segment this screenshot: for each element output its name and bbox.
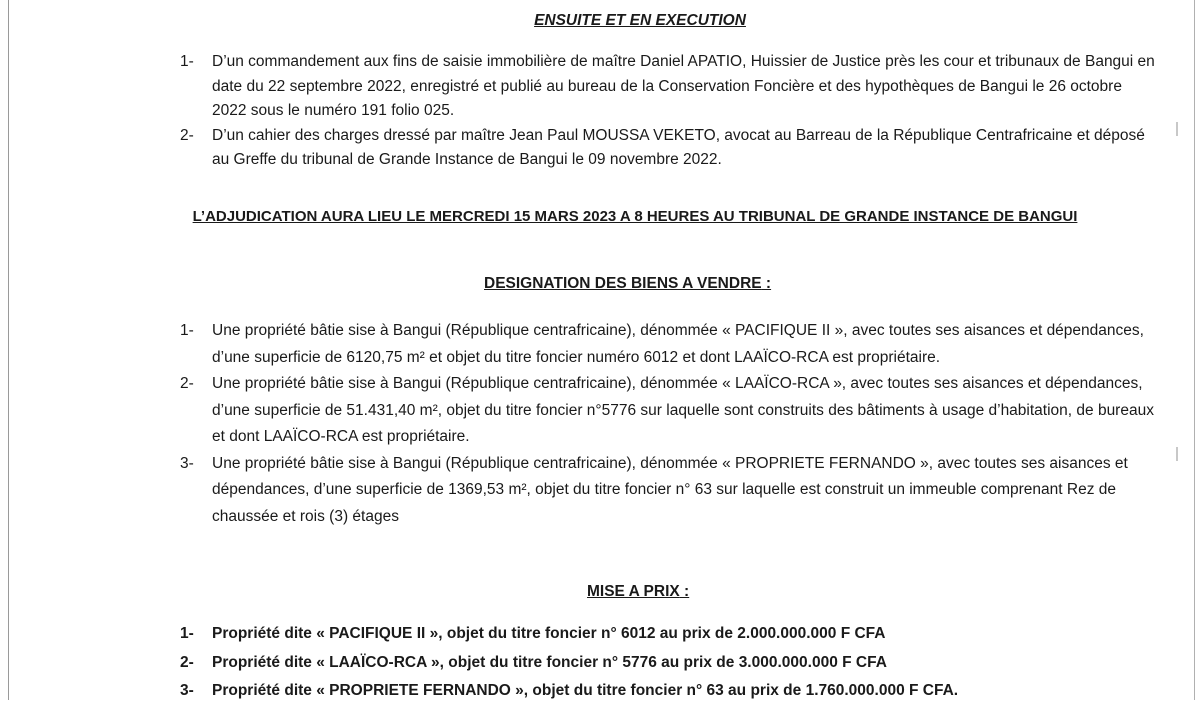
item-text: D’un cahier des charges dressé par maître Jean Paul MOUSSA VEKETO, avocat au Barreau de la République Centrafricaine et déposé au Greffe du tribunal de Grande Instance de Bangui le 09 novembre 2022. xyxy=(212,126,1145,168)
margin-mark xyxy=(1176,122,1178,136)
bien-item xyxy=(180,318,1155,371)
item-text: Propriété dite « LAAÏCO-RCA », objet du titre foncier n° 5776 au prix de 3.000.000.000 F CFA xyxy=(212,653,887,671)
heading-designation-text: DESIGNATION DES BIENS A VENDRE xyxy=(484,275,762,292)
bien-item xyxy=(180,371,1155,451)
heading-designation xyxy=(484,271,771,297)
heading-colon: : xyxy=(761,275,772,292)
item-number: 3- xyxy=(180,454,194,472)
heading-mise-a-prix-text: MISE A PRIX xyxy=(587,583,680,600)
margin-mark xyxy=(1176,447,1178,461)
item-number: 2- xyxy=(180,126,194,144)
prix-list xyxy=(180,620,1155,706)
item-number: 1- xyxy=(180,53,194,70)
prix-item xyxy=(180,649,1155,678)
biens-list xyxy=(180,318,1155,530)
page-right-border xyxy=(1194,0,1195,700)
prix-item xyxy=(180,620,1155,649)
item-number: 2- xyxy=(180,653,194,671)
execution-item xyxy=(180,124,1155,173)
item-text: Propriété dite « PACIFIQUE II », objet du titre foncier n° 6012 au prix de 2.000.000.000 F CFA xyxy=(212,625,886,642)
item-text: Une propriété bâtie sise à Bangui (République centrafricaine), dénommée « PROPRIETE FERNANDO », avec toutes ses aisances et dépendances, d’une superficie de 1369,53 m², objet du titre foncier n° 63 sur laquelle est construit un immeuble comprenant Rez de chaussée et rois (3) étages xyxy=(212,454,1128,525)
item-number: 1- xyxy=(180,625,194,642)
item-text: Une propriété bâtie sise à Bangui (République centrafricaine), dénommée « PACIFIQUE II », avec toutes ses aisances et dépendances, d’une superficie de 6120,75 m² et objet du titre foncier numéro 6012 et dont LAAÏCO-RCA est propriétaire. xyxy=(212,322,1144,366)
heading-adjudication: L’ADJUDICATION AURA LIEU LE MERCREDI 15 MARS 2023 A 8 HEURES AU TRIBUNAL DE GRANDE INSTANCE DE BANGUI xyxy=(192,208,1078,225)
item-text: Propriété dite « PROPRIETE FERNANDO », objet du titre foncier n° 63 au prix de 1.760.000.000 F CFA. xyxy=(212,682,959,699)
item-number: 3- xyxy=(180,682,194,699)
execution-item xyxy=(180,50,1155,124)
bien-item xyxy=(180,451,1155,531)
item-text: Une propriété bâtie sise à Bangui (République centrafricaine), dénommée « LAAÏCO-RCA », avec toutes ses aisances et dépendances, d’une superficie de 51.431,40 m², objet du titre foncier n°5776 sur laquelle sont construits des bâtiments à usage d’habitation, de bureaux et dont LAAÏCO-RCA est propriétaire. xyxy=(212,375,1154,445)
page-left-border xyxy=(8,0,9,700)
item-text: D’un commandement aux fins de saisie immobilière de maître Daniel APATIO, Huissier de Justice près les cour et tribunaux de Bangui en date du 22 septembre 2022, enregistré et publié au bureau de la Conservation Foncière et des hypothèques de Bangui le 26 octobre 2022 sous le numéro 191 folio 025. xyxy=(212,53,1155,119)
item-number: 1- xyxy=(180,322,194,339)
prix-item xyxy=(180,677,1155,706)
heading-ensuite-execution: ENSUITE ET EN EXECUTION xyxy=(534,12,746,29)
execution-list xyxy=(180,50,1155,173)
heading-mise-a-prix xyxy=(587,579,689,605)
heading-colon: : xyxy=(679,583,690,600)
item-number: 2- xyxy=(180,375,194,392)
